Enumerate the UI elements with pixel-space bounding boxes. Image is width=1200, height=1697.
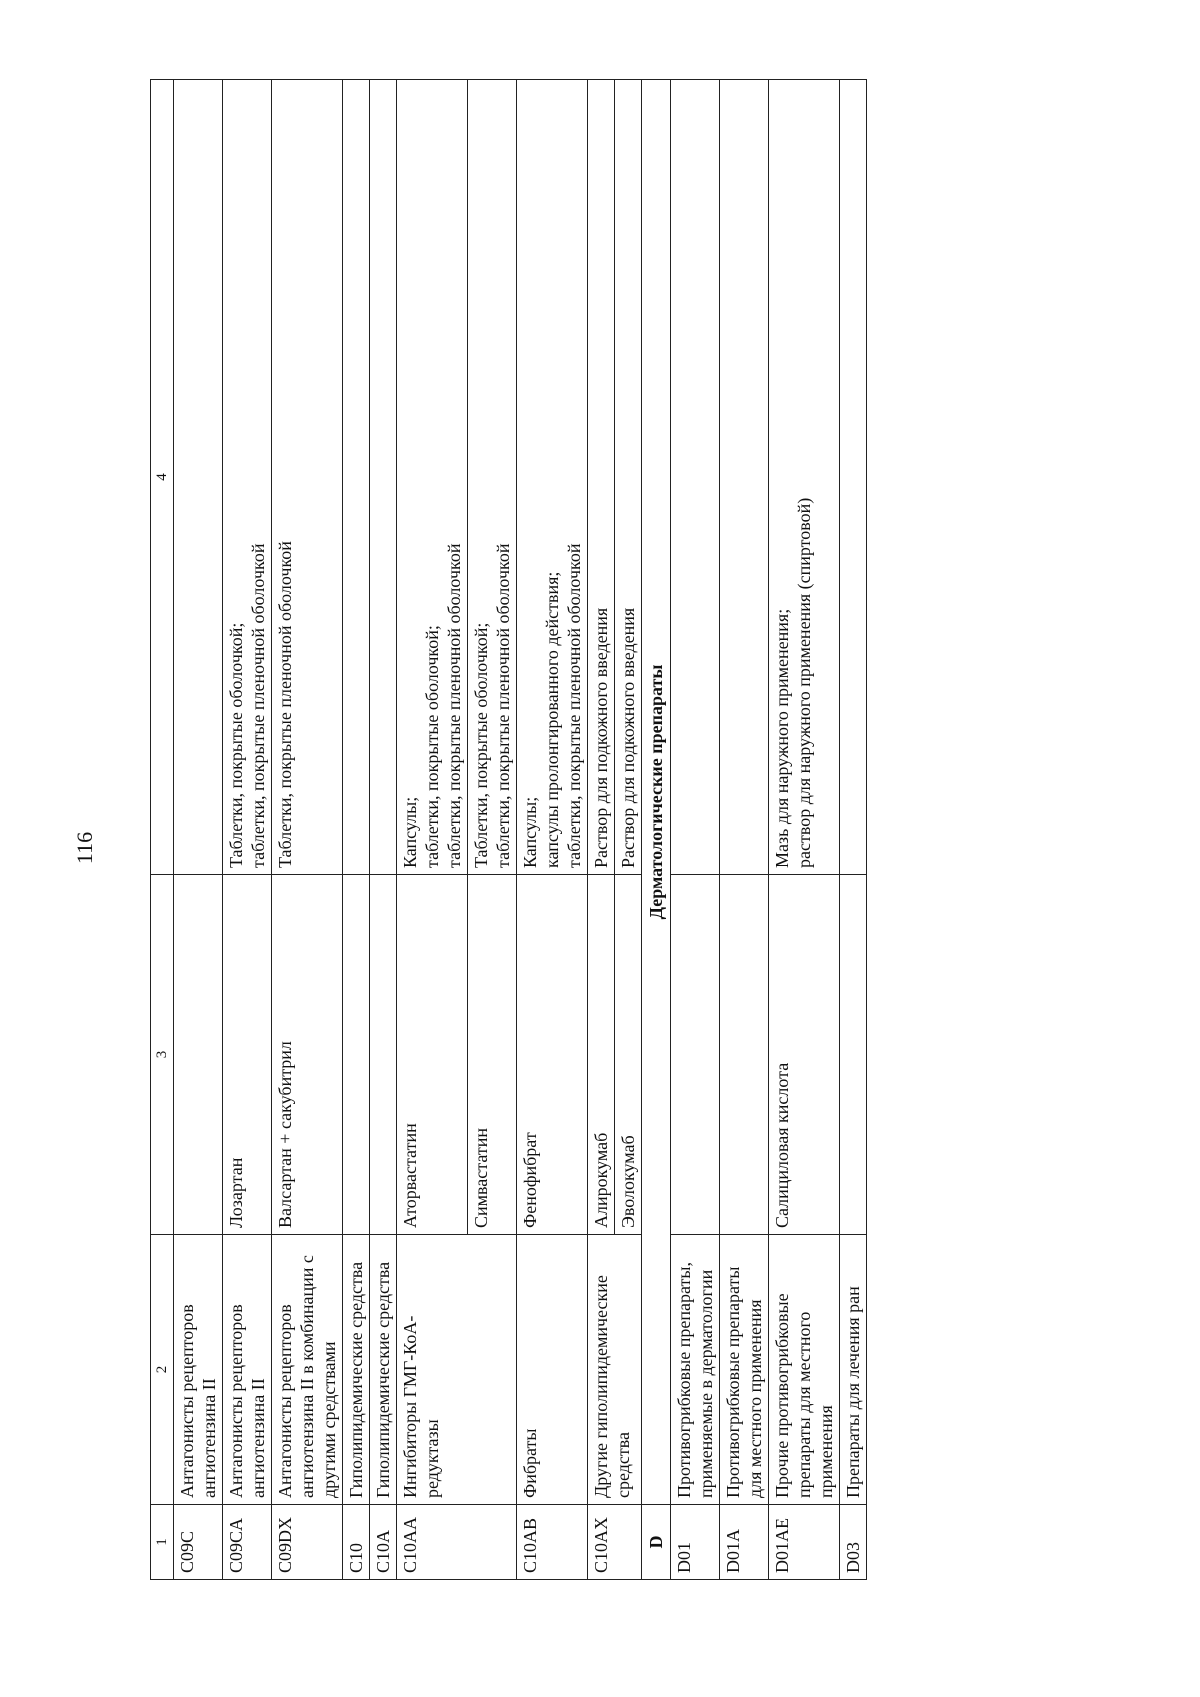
drug-name: Алирокумаб [588, 875, 615, 1235]
atc-code: C10 [343, 1505, 370, 1580]
drug-name [671, 875, 720, 1235]
table-row [588, 80, 615, 1580]
dosage-form: Капсулы; капсулы пролонгированного действия; таблетки, покрытые пленочной оболочкой [517, 80, 588, 875]
table-row [343, 80, 370, 1580]
drug-name [840, 875, 867, 1235]
dosage-form: Раствор для подкожного введения [588, 80, 615, 875]
table-body [174, 80, 867, 1580]
drug-name [720, 875, 769, 1235]
dosage-form [343, 80, 370, 875]
atc-code: D01A [720, 1505, 769, 1580]
rotated-table-container [150, 80, 1095, 1580]
drug-name: Лозартан [223, 875, 272, 1235]
table-row [272, 80, 343, 1580]
atc-code: D01AE [769, 1505, 840, 1580]
dosage-form [174, 80, 223, 875]
dosage-form: Таблетки, покрытые пленочной оболочкой [272, 80, 343, 875]
atc-code: D [642, 1505, 671, 1580]
atc-code: C09C [174, 1505, 223, 1580]
dosage-form: Капсулы; таблетки, покрытые оболочкой; таблетки, покрытые пленочной оболочкой [397, 80, 468, 875]
column-header-2: 2 [151, 1235, 174, 1505]
atc-code: D01 [671, 1505, 720, 1580]
drug-name [370, 875, 397, 1235]
atc-code: C09DX [272, 1505, 343, 1580]
dosage-form: Таблетки, покрытые оболочкой; таблетки, покрытые пленочной оболочкой [468, 80, 517, 875]
atc-code: C09CA [223, 1505, 272, 1580]
group-name: Прочие противогрибковые препараты для местного применения [769, 1235, 840, 1505]
drug-name [343, 875, 370, 1235]
table-row [769, 80, 840, 1580]
table-row [671, 80, 720, 1580]
table-row [370, 80, 397, 1580]
drug-name: Эволокумаб [615, 875, 642, 1235]
column-header-4: 4 [151, 80, 174, 875]
atc-code: D03 [840, 1505, 867, 1580]
dosage-form: Раствор для подкожного введения [615, 80, 642, 875]
group-name: Препараты для лечения ран [840, 1235, 867, 1505]
table-row [223, 80, 272, 1580]
drug-name: Салициловая кислота [769, 875, 840, 1235]
dosage-form [840, 80, 867, 875]
drug-name: Аторвастатин [397, 875, 468, 1235]
group-name: Фибраты [517, 1235, 588, 1505]
dosage-form [720, 80, 769, 875]
table-row [840, 80, 867, 1580]
group-name: Антагонисты рецепторов ангиотензина II [174, 1235, 223, 1505]
group-name: Противогрибковые препараты, применяемые в дерматологии [671, 1235, 720, 1505]
drug-table [150, 79, 867, 1580]
header-row [151, 80, 174, 1580]
dosage-form [671, 80, 720, 875]
page-number: 116 [72, 831, 97, 865]
dosage-form: Мазь для наружного применения; раствор для наружного применения (спиртовой) [769, 80, 840, 875]
group-name: Гиполипидемические средства [370, 1235, 397, 1505]
drug-name: Симвастатин [468, 875, 517, 1235]
column-header-3: 3 [151, 875, 174, 1235]
group-name: Ингибиторы ГМГ-КоА-редуктазы [397, 1235, 517, 1505]
atc-code: C10A [370, 1505, 397, 1580]
dosage-form [370, 80, 397, 875]
table-row [517, 80, 588, 1580]
section-row [642, 80, 671, 1580]
atc-code: C10AX [588, 1505, 642, 1580]
atc-code: C10AA [397, 1505, 517, 1580]
group-name: Гиполипидемические средства [343, 1235, 370, 1505]
section-title: Дерматологические препараты [642, 80, 671, 1505]
group-name: Антагонисты рецепторов ангиотензина II [223, 1235, 272, 1505]
dosage-form: Таблетки, покрытые оболочкой; таблетки, покрытые пленочной оболочкой [223, 80, 272, 875]
drug-name: Валсартан + сакубитрил [272, 875, 343, 1235]
table-row [720, 80, 769, 1580]
drug-name: Фенофибрат [517, 875, 588, 1235]
group-name: Противогрибковые препараты для местного применения [720, 1235, 769, 1505]
table-row [174, 80, 223, 1580]
drug-name [174, 875, 223, 1235]
group-name: Другие гиполипидемические средства [588, 1235, 642, 1505]
group-name: Антагонисты рецепторов ангиотензина II в комбинации с другими средствами [272, 1235, 343, 1505]
atc-code: C10AB [517, 1505, 588, 1580]
table-row [397, 80, 468, 1580]
column-header-1: 1 [151, 1505, 174, 1580]
